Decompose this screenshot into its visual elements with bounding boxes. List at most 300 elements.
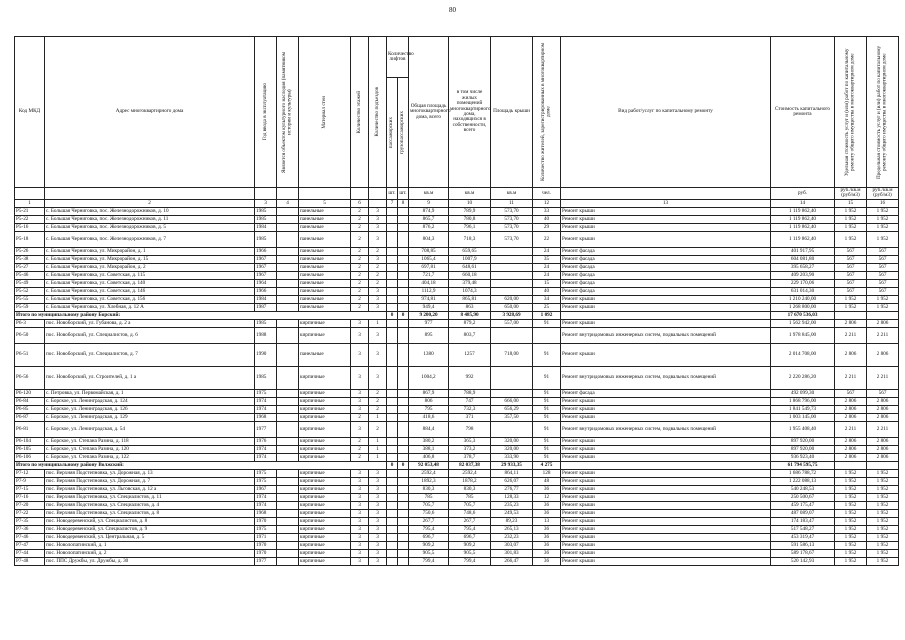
cell-unit-cost: 1 952 bbox=[835, 525, 867, 533]
cell-kod: P6-84 bbox=[15, 397, 45, 405]
cell-floors: 2 bbox=[351, 231, 369, 247]
cell-address: с. Большая Черниговка, пос. Железнодорожников, д. 11 bbox=[45, 215, 255, 223]
cell-address: с. Большая Черниговка, ул. Хлебная, д. 12 А bbox=[45, 303, 255, 311]
cell-area-roof: 128,33 bbox=[491, 493, 533, 501]
cell-lifts-cargo bbox=[398, 215, 409, 223]
cell-lifts-cargo bbox=[398, 445, 409, 453]
cell-area-total: 876,2 bbox=[409, 223, 449, 231]
cell-address: с. Большая Черниговка, пос. Железнодорожников, д. 7 bbox=[45, 231, 255, 247]
repair-table bbox=[14, 36, 899, 566]
cell-max-cost: 2 806 bbox=[867, 319, 899, 327]
cell-lifts-cargo bbox=[398, 557, 409, 565]
cell-material: панельные bbox=[299, 207, 351, 215]
cell-floors: 2 bbox=[351, 303, 369, 311]
cell-area-owned: 879,2 bbox=[449, 319, 491, 327]
cell-unit-cost: 1 952 bbox=[835, 493, 867, 501]
cell-material: панельные bbox=[299, 223, 351, 231]
cell-work: Ремонт фасада bbox=[561, 279, 771, 287]
cell-heritage bbox=[277, 533, 299, 541]
cell-area-owned: 830,3 bbox=[449, 485, 491, 493]
page-number: 80 bbox=[449, 6, 456, 14]
cell-area-owned: 905,5 bbox=[449, 549, 491, 557]
cell-heritage bbox=[277, 437, 299, 445]
cell-area-roof: 89,23 bbox=[491, 517, 533, 525]
table-row bbox=[15, 366, 899, 389]
cell-address: с. Борское, ул. Степана Разина, д. 120 bbox=[45, 445, 255, 453]
cell-max-cost: 1 952 bbox=[867, 501, 899, 509]
table-row bbox=[15, 327, 899, 343]
cell-unit-cost: 2 806 bbox=[835, 413, 867, 421]
cell-area-total: 1112,9 bbox=[409, 287, 449, 295]
cell-address: с. Большая Черниговка, ул. Советская, д. 140 bbox=[45, 279, 255, 287]
hdr-max-cost: Предельная стоимость услуг и (или) работ по капитальному ремонту общего имущества в многоквартирном доме bbox=[876, 45, 888, 179]
cell-floors: 2 bbox=[351, 287, 369, 295]
cell-work: Ремонт крыши bbox=[561, 319, 771, 327]
unit: руб./кв.м (руб/м3) bbox=[835, 188, 867, 200]
cell-area-total: 905,5 bbox=[409, 549, 449, 557]
cell-residents: 36 bbox=[533, 541, 561, 549]
cell-entrances: 2 bbox=[369, 279, 387, 287]
cell-kod: P6-50 bbox=[15, 327, 45, 343]
cell-area-total: 750,6 bbox=[409, 509, 449, 517]
table-row bbox=[15, 517, 899, 525]
cell-work: Ремонт крыши bbox=[561, 477, 771, 485]
cell-work: Ремонт фасада bbox=[561, 263, 771, 271]
cell-max-cost: 1 952 bbox=[867, 533, 899, 541]
cell-area-roof: 573,70 bbox=[491, 207, 533, 215]
cell-area-owned: 732,3 bbox=[449, 405, 491, 413]
cell-kod: P6-81 bbox=[15, 421, 45, 437]
hdr-area-owned: в том числе жилых помещений многоквартирного дома, находящихся в собственности, всего bbox=[449, 37, 491, 188]
cell-entrances: 3 bbox=[369, 327, 387, 343]
cell-residents: 25 bbox=[533, 303, 561, 311]
cell-kod: P6-104 bbox=[15, 437, 45, 445]
cell-material: кирпичные bbox=[299, 437, 351, 445]
cell-area-roof: 265,13 bbox=[491, 525, 533, 533]
cell-heritage bbox=[277, 421, 299, 437]
cell-address: пос. Новоборский, ул. Губанова, д. 2 а bbox=[45, 319, 255, 327]
cell-lifts-cargo bbox=[398, 255, 409, 263]
cell-unit-cost: 1 952 bbox=[835, 295, 867, 303]
cell-unit-cost: 567 bbox=[835, 287, 867, 295]
cell-unit-cost: 567 bbox=[835, 263, 867, 271]
cell-heritage bbox=[277, 207, 299, 215]
cell-area-owned: 795,4 bbox=[449, 525, 491, 533]
cell-lifts-cargo bbox=[398, 549, 409, 557]
cell-residents: 29 bbox=[533, 223, 561, 231]
cell-area-roof: 626,07 bbox=[491, 477, 533, 485]
cell-material: кирпичные bbox=[299, 477, 351, 485]
cell-year: 1970 bbox=[255, 541, 277, 549]
cell-area-roof: 357,50 bbox=[491, 413, 533, 421]
cell-residents: 36 bbox=[533, 533, 561, 541]
cell-unit-cost: 1 952 bbox=[835, 557, 867, 565]
cell-area-total: 1065,4 bbox=[409, 255, 449, 263]
cell-year: 1967 bbox=[255, 485, 277, 493]
subtotal-area-roof: 3 928,69 bbox=[491, 311, 533, 319]
cell-material: кирпичные bbox=[299, 421, 351, 437]
cell-lifts-cargo bbox=[398, 207, 409, 215]
table-row bbox=[15, 533, 899, 541]
cell-area-owned: 365,3 bbox=[449, 437, 491, 445]
subtotal-unit bbox=[835, 461, 867, 469]
cell-work: Ремонт крыши bbox=[561, 453, 771, 461]
cell-area-total: 895 bbox=[409, 327, 449, 343]
cell-lifts-pass bbox=[387, 215, 398, 223]
cell-unit-cost: 1 952 bbox=[835, 231, 867, 247]
cell-lifts-cargo bbox=[398, 533, 409, 541]
cell-unit-cost: 1 952 bbox=[835, 469, 867, 477]
cell-address: пос. Новолопатинский, д. 1 bbox=[45, 541, 255, 549]
cell-lifts-pass bbox=[387, 263, 398, 271]
cell-lifts-pass bbox=[387, 477, 398, 485]
cell-entrances: 3 bbox=[369, 509, 387, 517]
cell-entrances: 3 bbox=[369, 477, 387, 485]
cell-residents: 91 bbox=[533, 437, 561, 445]
cell-entrances: 2 bbox=[369, 271, 387, 279]
cell-residents: 34 bbox=[533, 295, 561, 303]
cell-work: Ремонт крыши bbox=[561, 533, 771, 541]
cell-unit-cost: 2 806 bbox=[835, 343, 867, 366]
cell-lifts-cargo bbox=[398, 223, 409, 231]
cell-lifts-pass bbox=[387, 271, 398, 279]
cell-residents: 91 bbox=[533, 389, 561, 397]
cell-lifts-pass bbox=[387, 319, 398, 327]
cell-residents: 35 bbox=[533, 255, 561, 263]
cell-area-owned: 1007,9 bbox=[449, 255, 491, 263]
cell-area-owned: 2592,4 bbox=[449, 469, 491, 477]
cell-floors: 3 bbox=[351, 421, 369, 437]
cell-year: 1974 bbox=[255, 445, 277, 453]
cell-unit-cost: 1 952 bbox=[835, 509, 867, 517]
cell-cost: 409 203,90 bbox=[771, 271, 835, 279]
cell-kod: P7-46 bbox=[15, 533, 45, 541]
cell-lifts-pass bbox=[387, 437, 398, 445]
cell-floors: 2 bbox=[351, 279, 369, 287]
cell-area-owned: 648,61 bbox=[449, 263, 491, 271]
cell-cost: 1 268 800,00 bbox=[771, 303, 835, 311]
cell-kod: P5-18 bbox=[15, 231, 45, 247]
table-row bbox=[15, 263, 899, 271]
cell-area-roof: 620,00 bbox=[491, 295, 533, 303]
cell-year: 1967 bbox=[255, 263, 277, 271]
cell-area-total: 406,8 bbox=[409, 453, 449, 461]
cell-cost: 174 183,47 bbox=[771, 517, 835, 525]
table-row bbox=[15, 287, 899, 295]
cell-area-roof: 320,00 bbox=[491, 445, 533, 453]
cell-work: Ремонт крыши bbox=[561, 485, 771, 493]
cell-heritage bbox=[277, 405, 299, 413]
cell-year: 1984 bbox=[255, 295, 277, 303]
cell-heritage bbox=[277, 413, 299, 421]
cell-unit-cost: 1 952 bbox=[835, 303, 867, 311]
cell-lifts-cargo bbox=[398, 303, 409, 311]
subtotal-cost: 17 670 536,03 bbox=[771, 311, 835, 319]
cell-kod: P5-27 bbox=[15, 263, 45, 271]
cell-area-total: 380,2 bbox=[409, 437, 449, 445]
cell-area-owned: 705,7 bbox=[449, 501, 491, 509]
cell-lifts-pass bbox=[387, 549, 398, 557]
cell-lifts-cargo bbox=[398, 501, 409, 509]
table-row bbox=[15, 397, 899, 405]
cell-heritage bbox=[277, 247, 299, 255]
cell-year: 1970 bbox=[255, 517, 277, 525]
cell-max-cost: 1 952 bbox=[867, 517, 899, 525]
cell-address: с. Большая Черниговка, пос. Железнодорожников, д. 10 bbox=[45, 207, 255, 215]
cell-cost: 1 119 862,40 bbox=[771, 207, 835, 215]
cell-cost: 1 978 845,00 bbox=[771, 327, 835, 343]
cell-unit-cost: 1 952 bbox=[835, 207, 867, 215]
cell-year: 1974 bbox=[255, 453, 277, 461]
cell-lifts-cargo bbox=[398, 247, 409, 255]
cell-residents: 128 bbox=[533, 469, 561, 477]
cell-area-owned: 378,7 bbox=[449, 453, 491, 461]
cell-material: панельные bbox=[299, 215, 351, 223]
cell-entrances: 3 bbox=[369, 533, 387, 541]
cell-heritage bbox=[277, 319, 299, 327]
cell-lifts-pass bbox=[387, 295, 398, 303]
cell-kod: P5-21 bbox=[15, 207, 45, 215]
cell-area-roof bbox=[491, 327, 533, 343]
cell-heritage bbox=[277, 549, 299, 557]
cell-kod: P7-20 bbox=[15, 501, 45, 509]
cell-cost: 591 586,13 bbox=[771, 541, 835, 549]
cell-work: Ремонт фасада bbox=[561, 287, 771, 295]
subtotal-area-roof: 29 933,35 bbox=[491, 461, 533, 469]
cell-max-cost: 2 211 bbox=[867, 366, 899, 389]
cell-kod: P5-52 bbox=[15, 287, 45, 295]
table-row bbox=[15, 343, 899, 366]
subtotal-lifts-pass: 0 bbox=[387, 461, 398, 469]
cell-kod: P6-3 bbox=[15, 319, 45, 327]
cell-heritage bbox=[277, 366, 299, 389]
cell-entrances: 3 bbox=[369, 215, 387, 223]
cell-max-cost: 1 952 bbox=[867, 541, 899, 549]
cell-floors: 2 bbox=[351, 295, 369, 303]
cell-floors: 3 bbox=[351, 557, 369, 565]
cell-area-owned: 379,48 bbox=[449, 279, 491, 287]
cell-address: с. Большая Черниговка, ул. Микрорайон, д. 2 bbox=[45, 263, 255, 271]
cell-area-total: 404,18 bbox=[409, 279, 449, 287]
unit: шт. bbox=[387, 188, 398, 200]
cell-cost: 540 248,53 bbox=[771, 485, 835, 493]
table-body bbox=[15, 207, 899, 565]
cell-material: панельные bbox=[299, 287, 351, 295]
cell-address: пос. Верхняя Подстепновка, ул. Льговская, д. 12 а bbox=[45, 485, 255, 493]
cell-material: панельные bbox=[299, 247, 351, 255]
cell-max-cost: 2 806 bbox=[867, 437, 899, 445]
cell-work: Ремонт крыши bbox=[561, 525, 771, 533]
cell-cost: 631 014,30 bbox=[771, 287, 835, 295]
cell-area-total: 977 bbox=[409, 319, 449, 327]
cell-area-roof: 303,07 bbox=[491, 541, 533, 549]
subtotal-label: Итого по муниципальному району Волжский: bbox=[15, 461, 387, 469]
hdr-cost: Стоимость капитального ремонта bbox=[771, 37, 835, 188]
cell-area-total: 705,7 bbox=[409, 501, 449, 509]
cell-heritage bbox=[277, 295, 299, 303]
cell-kod: P6-105 bbox=[15, 445, 45, 453]
cell-area-owned: 788,9 bbox=[449, 389, 491, 397]
cell-address: пос. Новолопатинский, д. 2 bbox=[45, 549, 255, 557]
cell-material: кирпичные bbox=[299, 517, 351, 525]
cell-kod: P7-16 bbox=[15, 493, 45, 501]
cell-floors: 3 bbox=[351, 517, 369, 525]
cell-cost: 1 222 088,13 bbox=[771, 477, 835, 485]
subtotal-area-owned: 8 485,90 bbox=[449, 311, 491, 319]
cell-max-cost: 2 806 bbox=[867, 453, 899, 461]
cell-area-owned: 798 bbox=[449, 421, 491, 437]
cell-unit-cost: 2 211 bbox=[835, 366, 867, 389]
cell-work: Ремонт крыши bbox=[561, 437, 771, 445]
cell-residents: 91 bbox=[533, 319, 561, 327]
cell-lifts-pass bbox=[387, 343, 398, 366]
cell-area-roof: 573,70 bbox=[491, 231, 533, 247]
cell-cost: 1 119 862,40 bbox=[771, 215, 835, 223]
cell-area-total: 1380 bbox=[409, 343, 449, 366]
cell-max-cost: 2 211 bbox=[867, 421, 899, 437]
cell-kod: P5-22 bbox=[15, 215, 45, 223]
cell-lifts-pass bbox=[387, 413, 398, 421]
table-row bbox=[15, 223, 899, 231]
hdr-year: Год ввода в эксплуатацию bbox=[261, 83, 268, 141]
cell-area-roof: 249,53 bbox=[491, 509, 533, 517]
cell-kod: P6-87 bbox=[15, 413, 45, 421]
cell-year: 1975 bbox=[255, 525, 277, 533]
cell-heritage bbox=[277, 557, 299, 565]
cell-work: Ремонт внутридомовых инженерных систем, подвальных помещений bbox=[561, 421, 771, 437]
cell-max-cost: 2 806 bbox=[867, 397, 899, 405]
cell-kod: P6-56 bbox=[15, 366, 45, 389]
cell-year: 1975 bbox=[255, 477, 277, 485]
cell-entrances: 2 bbox=[369, 397, 387, 405]
cell-year: 1985 bbox=[255, 207, 277, 215]
unit: шт. bbox=[398, 188, 409, 200]
cell-lifts-cargo bbox=[398, 509, 409, 517]
table-row bbox=[15, 271, 899, 279]
cell-year: 1988 bbox=[255, 327, 277, 343]
cell-max-cost: 1 952 bbox=[867, 557, 899, 565]
cell-area-owned: 748,6 bbox=[449, 509, 491, 517]
cell-work: Ремонт крыши bbox=[561, 215, 771, 223]
cell-cost: 1 003 145,00 bbox=[771, 413, 835, 421]
cell-material: кирпичные bbox=[299, 445, 351, 453]
cell-unit-cost: 1 952 bbox=[835, 477, 867, 485]
cell-floors: 3 bbox=[351, 509, 369, 517]
hdr-work: Вид работ/услуг по капитальному ремонту bbox=[561, 37, 771, 188]
cell-lifts-cargo bbox=[398, 366, 409, 389]
cell-area-owned: 718,3 bbox=[449, 231, 491, 247]
units-row bbox=[15, 188, 899, 200]
cell-area-roof: 276,77 bbox=[491, 485, 533, 493]
cell-heritage bbox=[277, 517, 299, 525]
cell-area-roof bbox=[491, 421, 533, 437]
subtotal-work bbox=[561, 311, 771, 319]
cell-entrances: 1 bbox=[369, 437, 387, 445]
cell-lifts-pass bbox=[387, 469, 398, 477]
cell-area-total: 806 bbox=[409, 397, 449, 405]
cell-unit-cost: 1 952 bbox=[835, 215, 867, 223]
cell-work: Ремонт фасада bbox=[561, 389, 771, 397]
cell-unit-cost: 567 bbox=[835, 271, 867, 279]
cell-area-owned: 803,7 bbox=[449, 327, 491, 343]
subtotal-unit bbox=[835, 311, 867, 319]
cell-area-roof bbox=[491, 279, 533, 287]
cell-address: с. Борское, ул. Ленинградская, д. 124 bbox=[45, 397, 255, 405]
cell-unit-cost: 1 952 bbox=[835, 533, 867, 541]
cell-residents: 24 bbox=[533, 263, 561, 271]
cell-work: Ремонт крыши bbox=[561, 397, 771, 405]
cell-address: пос. Новодеревенский, ул. Специалистов, д. 8 bbox=[45, 517, 255, 525]
cell-entrances: 1 bbox=[369, 319, 387, 327]
table-row bbox=[15, 541, 899, 549]
cell-unit-cost: 1 952 bbox=[835, 549, 867, 557]
cell-cost: 589 178,67 bbox=[771, 549, 835, 557]
cell-entrances: 3 bbox=[369, 295, 387, 303]
cell-kod: P5-16 bbox=[15, 223, 45, 231]
cell-material: кирпичные bbox=[299, 485, 351, 493]
cell-year: 1977 bbox=[255, 421, 277, 437]
cell-floors: 3 bbox=[351, 469, 369, 477]
cell-heritage bbox=[277, 477, 299, 485]
cell-unit-cost: 2 211 bbox=[835, 327, 867, 343]
table-row bbox=[15, 247, 899, 255]
cell-cost: 487 089,07 bbox=[771, 509, 835, 517]
cell-address: с. Большая Черниговка, ул. Советская, д. 156 bbox=[45, 295, 255, 303]
cell-material: кирпичные bbox=[299, 493, 351, 501]
cell-lifts-cargo bbox=[398, 453, 409, 461]
cell-lifts-cargo bbox=[398, 263, 409, 271]
cell-max-cost: 1 952 bbox=[867, 485, 899, 493]
hdr-floors: Количество этажей bbox=[355, 90, 362, 134]
cell-residents: 36 bbox=[533, 501, 561, 509]
cell-lifts-pass bbox=[387, 493, 398, 501]
cell-area-roof: 650,00 bbox=[491, 303, 533, 311]
cell-work: Ремонт крыши bbox=[561, 541, 771, 549]
table-row bbox=[15, 215, 899, 223]
cell-floors: 3 bbox=[351, 477, 369, 485]
cell-lifts-cargo bbox=[398, 485, 409, 493]
cell-cost: 1 686 788,72 bbox=[771, 469, 835, 477]
cell-address: пос. ППС Дружбы, ул. Дружбы, д. 30 bbox=[45, 557, 255, 565]
cell-area-roof: 232,23 bbox=[491, 533, 533, 541]
cell-max-cost: 567 bbox=[867, 263, 899, 271]
cell-lifts-cargo bbox=[398, 493, 409, 501]
cell-address: пос. Верхняя Подстепновка, ул. Дорожная, д. 7 bbox=[45, 477, 255, 485]
cell-address: с. Борское, ул. Степана Разина, д. 122 bbox=[45, 453, 255, 461]
cell-heritage bbox=[277, 485, 299, 493]
cell-residents: 36 bbox=[533, 485, 561, 493]
cell-entrances: 2 bbox=[369, 247, 387, 255]
cell-kod: P7-47 bbox=[15, 541, 45, 549]
cell-work: Ремонт внутридомовых инженерных систем, подвальных помещений bbox=[561, 366, 771, 389]
cell-cost: 401 917,95 bbox=[771, 247, 835, 255]
cell-lifts-pass bbox=[387, 366, 398, 389]
table-row bbox=[15, 525, 899, 533]
cell-residents: 91 bbox=[533, 397, 561, 405]
cell-unit-cost: 1 952 bbox=[835, 541, 867, 549]
cell-heritage bbox=[277, 287, 299, 295]
cell-kod: P7-9 bbox=[15, 477, 45, 485]
cell-work: Ремонт фасада bbox=[561, 271, 771, 279]
cell-address: с. Борское, ул. Ленинградская, д. 126 bbox=[45, 405, 255, 413]
cell-area-roof: 666,00 bbox=[491, 397, 533, 405]
cell-heritage bbox=[277, 215, 299, 223]
cell-area-roof: 656,29 bbox=[491, 405, 533, 413]
cell-area-owned: 747 bbox=[449, 397, 491, 405]
cell-area-roof: 235,23 bbox=[491, 501, 533, 509]
cell-area-owned: 696,7 bbox=[449, 533, 491, 541]
cell-max-cost: 1 952 bbox=[867, 549, 899, 557]
